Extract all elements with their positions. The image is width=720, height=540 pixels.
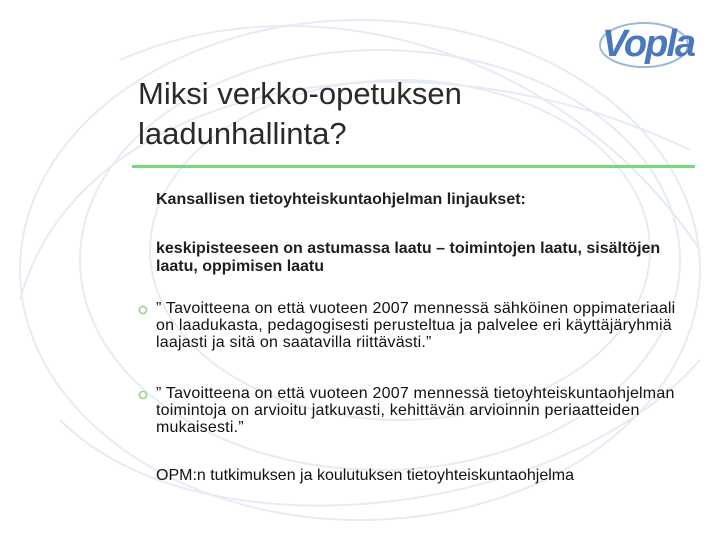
title-divider bbox=[132, 165, 695, 168]
slide-title: Miksi verkko-opetuksen laadunhallinta? bbox=[138, 76, 462, 151]
intro-text: keskipisteeseen on astumassa laatu – toimintojen laatu, sisältöjen laatu, oppimisen laatu bbox=[156, 240, 661, 275]
svg-text:Vopla: Vopla bbox=[602, 23, 695, 65]
bullet-text: ” Tavoitteena on että vuoteen 2007 mennessä sähköinen oppimateriaali on laadukasta, pedagogisesti perusteltua ja palvelee eri käyttäjäryhmiä laajasti ja sitä on saatavilla riittävästi.” bbox=[156, 300, 676, 351]
bullet-item bbox=[138, 300, 698, 351]
bullet-ring-icon bbox=[138, 305, 148, 315]
bullet-item bbox=[138, 385, 698, 436]
source-line: OPM:n tutkimuksen ja koulutuksen tietoyhteiskuntaohjelma bbox=[156, 467, 574, 484]
subheading: Kansallisen tietoyhteiskuntaohjelman linjaukset: bbox=[156, 191, 526, 208]
vopla-logo bbox=[596, 12, 706, 74]
bullet-text: ” Tavoitteena on että vuoteen 2007 mennessä tietoyhteiskuntaohjelman toimintoja on arvioitu jatkuvasti, kehittävän arvioinnin periaatteiden mukaisesti.” bbox=[156, 385, 675, 436]
bullet-ring-icon bbox=[138, 390, 148, 400]
